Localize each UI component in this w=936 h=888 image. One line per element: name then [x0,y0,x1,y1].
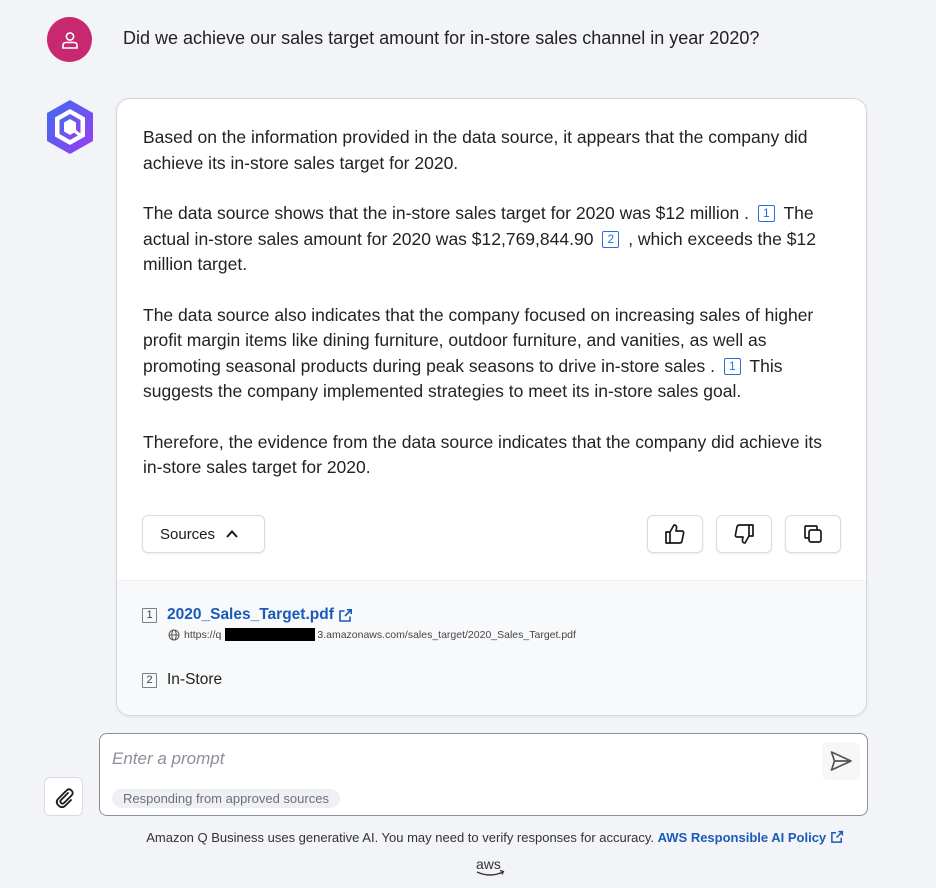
source-link[interactable] [167,606,353,624]
sources-panel [117,580,866,716]
answer-paragraph-text: The actual in-store sales amount for 2020 was $12,769,844.90 [143,203,814,249]
answer-paragraph-text: , which exceeds the $12 million target. [143,228,816,274]
answer-paragraph-text: The data source shows that the in-store sales target for 2020 was $12 million . [143,203,750,223]
sources-toggle-button[interactable] [142,515,265,553]
user-icon [60,30,80,50]
source-item-1 [142,606,353,624]
external-link-icon [338,608,353,623]
source-number: 1 [142,608,157,623]
source-item-2 [142,671,222,689]
thumbs-down-button[interactable] [716,515,772,553]
source-url [168,628,576,641]
user-avatar [47,17,92,62]
answer-text [117,99,866,481]
amazon-q-logo-icon [43,98,97,156]
sources-label: Sources [160,525,216,543]
source-number: 2 [142,673,157,688]
citation-2[interactable]: 2 [602,231,619,248]
thumbs-up-button[interactable] [647,515,703,553]
disclaimer-text: Amazon Q Business uses generative AI. You may need to verify responses for accuracy. [146,830,654,845]
answer-paragraph-2 [143,201,840,278]
answer-paragraph-3 [143,303,840,405]
responsible-ai-policy-link[interactable] [658,830,844,845]
source-url-prefix: https://q [184,628,222,641]
globe-icon [168,629,180,641]
copy-button[interactable] [785,515,841,553]
source-title: 2020_Sales_Target.pdf [167,606,334,623]
policy-link-text: AWS Responsible AI Policy [657,830,827,845]
disclaimer [0,830,936,845]
source-title: In-Store [167,671,223,688]
answer-paragraph-text: The data source also indicates that the company focused on increasing sales of higher profit margin items like dining furniture, outdoor furniture, and vanities, as well as promoting seasonal products during peak seasons to drive in-store sales . [143,304,814,376]
answer-paragraph-text: Based on the information provided in the data source, it appears that the company did achieve its in-store sales target for 2020. [143,127,808,173]
answer-paragraph-text: This suggests the company implemented strategies to meet its in-store sales goal. [143,355,783,401]
paperclip-icon [53,786,75,808]
attach-file-button[interactable] [44,777,83,816]
answer-paragraph-4 [143,430,840,481]
user-message [47,17,760,62]
answer-paragraph-text: Therefore, the evidence from the data source indicates that the company did achieve its in-store sales target for 2020. [143,431,822,477]
thumbs-down-icon [733,523,755,545]
send-button[interactable] [822,742,860,780]
answer-actions [142,515,841,553]
chevron-up-icon [225,527,239,541]
citation-1[interactable]: 1 [758,205,775,222]
citation-1[interactable]: 1 [724,358,741,375]
prompt-input[interactable] [112,746,802,772]
approved-sources-badge: Responding from approved sources [112,789,340,808]
redaction-bar [225,628,315,641]
answer-paragraph-1 [143,125,840,176]
aws-logo-text: aws [476,856,501,872]
user-question-text: Did we achieve our sales target amount for in-store sales channel in year 2020? [123,28,760,48]
prompt-box [99,733,868,816]
copy-icon [803,524,823,544]
source-url-suffix: 3.amazonaws.com/sales_target/2020_Sales_Target.pdf [317,628,576,641]
answer-card [116,98,867,716]
aws-logo-icon [474,856,506,878]
thumbs-up-icon [664,523,686,545]
external-link-icon [830,830,844,844]
send-icon [829,749,853,773]
